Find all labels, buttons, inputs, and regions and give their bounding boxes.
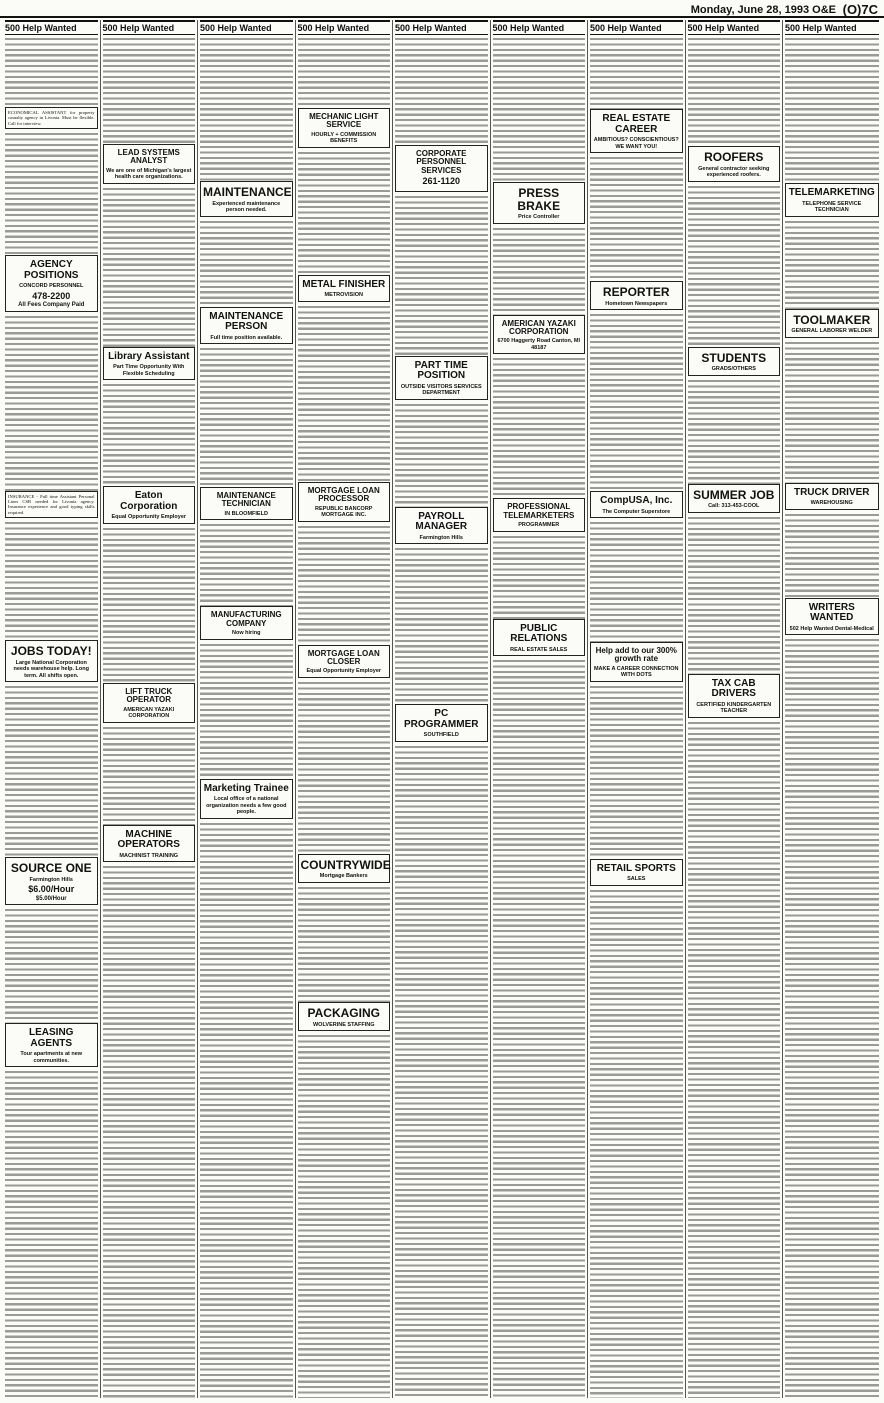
ad-headline: LEASING AGENTS [29, 1027, 74, 1049]
section-heading: 500 Help Wanted [103, 20, 196, 35]
classified-columns [3, 20, 881, 1398]
ad-subhead: Large National Corporation needs warehouse help. Long term. All shifts open. [13, 659, 89, 679]
ad-subhead: Equal Opportunity Employer [306, 668, 382, 675]
classified-text-block [785, 37, 879, 183]
classified-ad [5, 857, 98, 905]
ad-subhead: Farmington Hills [419, 534, 463, 541]
classified-ad [5, 255, 98, 311]
ad-subhead: Tour apartments at new communities. [20, 1051, 83, 1064]
classified-text-block [493, 37, 586, 182]
classified-text-block [5, 521, 98, 640]
section-heading: 500 Help Wanted [688, 20, 781, 35]
ad-headline: MANUFACTURING COMPANY [210, 610, 282, 628]
ad-headline: PRESS BRAKE [517, 186, 561, 213]
ad-headline: JOBS TODAY! [10, 644, 92, 659]
ad-headline: TOOLMAKER [793, 312, 871, 327]
ad-headline: COUNTRYWIDE [300, 857, 391, 872]
column-5 [393, 20, 491, 1398]
classified-text-block [103, 726, 196, 825]
classified-text-block [395, 403, 488, 507]
ad-phone: $6.00/Hour [28, 884, 75, 895]
ad-subhead: The Computer Superstore [602, 508, 671, 515]
ad-headline: PROFESSIONAL TELEMARKETERS [503, 502, 575, 520]
ad-subhead: OUTSIDE VISITORS SERVICES DEPARTMENT [400, 383, 482, 397]
classified-ad [103, 683, 196, 723]
ad-footer: All Fees Company Paid [18, 302, 85, 309]
ad-subhead: REAL ESTATE SALES [510, 646, 568, 653]
ad-headline: LEAD SYSTEMS ANALYST [117, 148, 180, 166]
classified-ad [493, 619, 586, 657]
section-heading: 500 Help Wanted [785, 20, 879, 35]
ad-headline: PUBLIC RELATIONS [510, 622, 568, 645]
classified-ad [5, 107, 98, 129]
ad-headline: STUDENTS [701, 350, 767, 365]
ad-headline: PACKAGING [307, 1005, 380, 1020]
column-1 [3, 20, 101, 1398]
ad-subhead: MACHINIST TRAINING [119, 852, 179, 859]
classified-ad [298, 275, 391, 302]
page-header [0, 0, 884, 18]
column-3 [198, 20, 296, 1398]
classified-ad [785, 598, 879, 636]
classified-text-block [298, 305, 391, 482]
classified-ad [590, 642, 683, 682]
ad-subhead: We are one of Michigan's largest health care organizations. [106, 167, 192, 181]
section-heading: 500 Help Wanted [590, 20, 683, 35]
classified-ad [5, 491, 98, 519]
classified-text-block [590, 37, 683, 109]
ad-subhead: CERTIFIED KINDERGARTEN TEACHER [696, 701, 772, 715]
classified-text-block [298, 681, 391, 854]
classified-ad [103, 825, 196, 863]
classified-ad [395, 507, 488, 545]
classified-ad [200, 606, 293, 639]
classified-ad [590, 491, 683, 518]
ad-headline: CORPORATE PERSONNEL SERVICES [415, 149, 467, 175]
classified-text-block [103, 865, 196, 1398]
classified-ad [493, 182, 586, 224]
classified-ad [103, 347, 196, 381]
ad-headline: PC PROGRAMMER [404, 708, 479, 730]
ad-subhead: SALES [627, 876, 646, 883]
classified-ad [785, 483, 879, 510]
classified-text-block [590, 156, 683, 281]
ad-headline: AMERICAN YAZAKI CORPORATION [501, 318, 576, 337]
ad-headline: MAINTENANCE TECHNICIAN [216, 491, 276, 509]
ad-body: INSURANCE - Full time Assistant Personal Lines CSR needed for Livonia agency. Insurance experience and good typing skills required. [8, 493, 95, 515]
classified-ad [395, 145, 488, 192]
classified-ad [200, 487, 293, 520]
ad-headline: SUMMER JOB [693, 487, 775, 502]
ad-subhead: 502 Help Wanted Dental-Medical [789, 625, 874, 632]
classified-ad [298, 108, 391, 148]
classified-ad [688, 146, 781, 182]
classified-text-block [298, 886, 391, 1002]
ad-subhead: MAKE A CAREER CONNECTION WITH DOTS [593, 665, 679, 679]
classified-text-block [200, 643, 293, 779]
ad-headline: Eaton Corporation [120, 490, 178, 512]
classified-text-block [785, 220, 879, 309]
page-number: (O)7C [842, 2, 878, 17]
classified-ad [5, 640, 98, 682]
classified-text-block [298, 525, 391, 645]
classified-text-block [493, 357, 586, 498]
section-heading: 500 Help Wanted [493, 20, 586, 35]
ad-footer: $5.00/Hour [35, 895, 67, 902]
ad-subhead: Part Time Opportunity With Flexible Scheduling [113, 364, 185, 377]
ad-subhead: 6700 Haggerty Road Canton, MI 48187 [497, 338, 581, 351]
classified-ad [298, 482, 391, 522]
ad-headline: MORTGAGE LOAN CLOSER [307, 648, 380, 666]
classified-text-block [103, 383, 196, 486]
classified-text-block [590, 889, 683, 1398]
classified-ad [5, 1023, 98, 1067]
ad-headline: TRUCK DRIVER [793, 486, 870, 498]
section-heading: 500 Help Wanted [5, 20, 98, 35]
classified-text-block [5, 908, 98, 1023]
classified-text-block [200, 822, 293, 1398]
ad-subhead: Full time position available. [210, 334, 283, 341]
ad-phone: 261-1120 [422, 176, 461, 187]
ad-subhead: HOURLY + COMMISSION BENEFITS [311, 131, 377, 145]
classified-ad [785, 309, 879, 338]
ad-subhead: WAREHOUSING [810, 500, 853, 507]
classified-text-block [688, 379, 781, 484]
ad-headline: AGENCY POSITIONS [24, 259, 79, 281]
ad-headline: WRITERS WANTED [808, 601, 855, 624]
ad-headline: Library Assistant [108, 350, 190, 362]
ad-subhead: SOUTHFIELD [423, 732, 459, 739]
ad-subhead: Experienced maintenance person needed. [212, 200, 281, 214]
classified-text-block [785, 513, 879, 598]
classified-text-block [688, 185, 781, 347]
classified-text-block [688, 516, 781, 674]
ad-headline: METAL FINISHER [302, 278, 386, 290]
classified-ad [298, 645, 391, 678]
classified-text-block [103, 527, 196, 683]
ad-headline: CompUSA, Inc. [600, 495, 673, 507]
classified-text-block [200, 220, 293, 307]
classified-ad [395, 704, 488, 742]
ad-headline: REAL ESTATE CAREER [602, 113, 671, 135]
ad-subhead: PROGRAMMER [518, 522, 560, 529]
classified-text-block [5, 37, 98, 107]
ad-headline: TAX CAB DRIVERS [711, 677, 756, 700]
ad-subhead: REPUBLIC BANCORP MORTGAGE INC. [315, 505, 373, 519]
ad-headline: ROOFERS [704, 150, 764, 164]
classified-ad [298, 854, 391, 883]
classified-text-block [590, 313, 683, 491]
classified-text-block [688, 37, 781, 146]
ad-body: ECONOMICAL ASSISTANT for property casualty agency in Livonia. Must be flexible. Call for interview. [8, 110, 95, 126]
ad-headline: PART TIME POSITION [414, 359, 468, 382]
classified-text-block [590, 685, 683, 859]
ad-subhead: Local office of a national organization needs a few good people. [206, 796, 287, 816]
ad-subhead: Price Controller [518, 214, 560, 221]
ad-subhead: GENERAL LABORER WELDER [791, 328, 873, 335]
ad-subhead: Call: 313-453-COOL [708, 503, 760, 510]
ad-headline: PAYROLL MANAGER [415, 510, 468, 533]
ad-headline: Help add to our 300% growth rate [595, 646, 677, 664]
classified-text-block [493, 535, 586, 619]
classified-text-block [5, 1070, 98, 1398]
classified-text-block [5, 132, 98, 255]
column-8 [686, 20, 784, 1398]
classified-ad [688, 674, 781, 718]
ad-headline: REPORTER [602, 285, 670, 299]
ad-subhead: Farmington Hills [29, 876, 73, 883]
ad-headline: MORTGAGE LOAN PROCESSOR [307, 485, 380, 504]
classified-ad [590, 281, 683, 310]
classified-text-block [103, 37, 196, 144]
ad-headline: MAINTENANCE [203, 185, 292, 199]
classified-text-block [590, 521, 683, 642]
ad-subhead: AMBITIOUS? CONSCIENTIOUS? WE WANT YOU! [593, 137, 679, 150]
classified-ad [785, 183, 879, 217]
ad-headline: LIFT TRUCK OPERATOR [125, 686, 173, 705]
ad-subhead: Now hiring [232, 630, 261, 637]
classified-ad [200, 779, 293, 819]
classified-text-block [395, 745, 488, 1398]
section-heading: 500 Help Wanted [200, 20, 293, 35]
page-date: Monday, June 28, 1993 O&E [690, 4, 836, 16]
column-2 [101, 20, 199, 1398]
column-6 [491, 20, 589, 1398]
section-heading: 500 Help Wanted [395, 20, 488, 35]
classified-text-block [395, 37, 488, 145]
ad-headline: MACHINE OPERATORS [117, 828, 180, 851]
classified-ad [298, 1002, 391, 1031]
classified-ad [493, 498, 586, 531]
classified-text-block [688, 721, 781, 1398]
ad-subhead: TELEPHONE SERVICE TECHNICIAN [802, 200, 862, 213]
column-4 [296, 20, 394, 1398]
classified-text-block [298, 37, 391, 108]
classified-text-block [785, 341, 879, 483]
ad-subhead: General contractor seeking experienced roofers. [698, 165, 770, 179]
ad-subhead: AMERICAN YAZAKI CORPORATION [123, 706, 175, 720]
classified-text-block [785, 638, 879, 1398]
classified-text-block [298, 1034, 391, 1398]
classified-text-block [103, 187, 196, 347]
classified-text-block [298, 151, 391, 275]
classified-text-block [200, 347, 293, 487]
section-heading: 500 Help Wanted [298, 20, 391, 35]
ad-headline: SOURCE ONE [10, 861, 92, 876]
classified-ad [590, 859, 683, 886]
classified-ad [103, 486, 196, 524]
ad-subhead: WOLVERINE STAFFING [312, 1021, 375, 1028]
ad-headline: TELEMARKETING [788, 187, 875, 198]
classified-ad [493, 315, 586, 355]
ad-subhead: IN BLOOMFIELD [224, 510, 268, 517]
classified-ad [688, 484, 781, 513]
ad-phone: 478-2200 [32, 290, 71, 301]
classified-text-block [5, 315, 98, 491]
classified-ad [688, 347, 781, 376]
classified-text-block [395, 547, 488, 704]
classified-text-block [493, 659, 586, 1398]
ad-subhead: CONCORD PERSONNEL [19, 283, 84, 290]
column-7 [588, 20, 686, 1398]
classified-text-block [493, 227, 586, 315]
ad-subhead: Equal Opportunity Employer [111, 514, 187, 521]
classified-text-block [200, 37, 293, 181]
ad-subhead: GRADS/OTHERS [711, 366, 756, 373]
ad-headline: MAINTENANCE PERSON [209, 310, 284, 333]
classified-text-block [5, 685, 98, 857]
classified-text-block [395, 195, 488, 356]
classified-ad [395, 356, 488, 400]
ad-subhead: Hometown Newspapers [605, 300, 668, 307]
ad-subhead: METROVISION [324, 292, 363, 299]
classified-ad [200, 307, 293, 345]
classified-ad [590, 109, 683, 153]
ad-subhead: Mortgage Bankers [319, 873, 368, 880]
classified-ad [103, 144, 196, 184]
ad-headline: Marketing Trainee [203, 782, 289, 794]
classified-ad [200, 181, 293, 217]
ad-headline: RETAIL SPORTS [596, 862, 676, 874]
column-9 [783, 20, 881, 1398]
classified-text-block [200, 523, 293, 606]
ad-headline: MECHANIC LIGHT SERVICE [309, 112, 379, 130]
